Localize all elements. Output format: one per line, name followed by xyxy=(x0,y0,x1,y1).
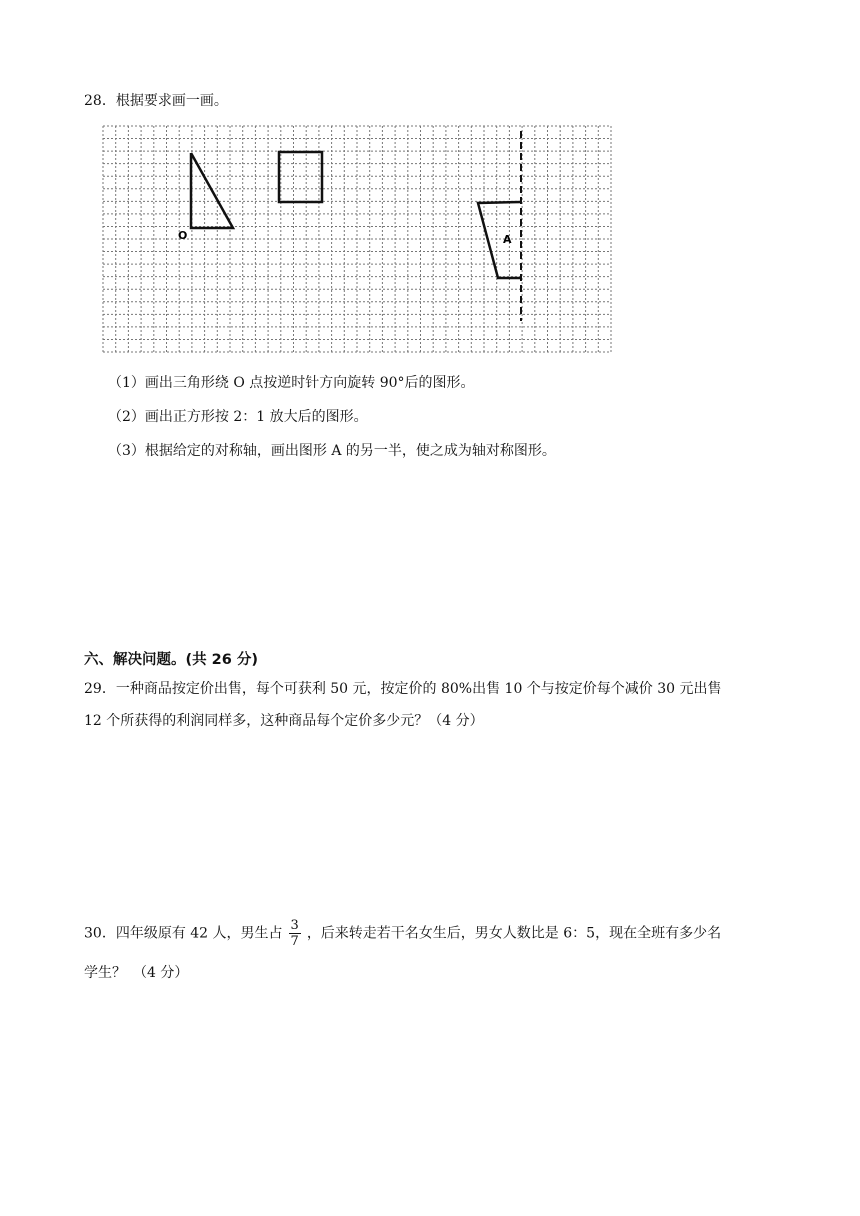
point-o-label: O xyxy=(178,229,188,242)
question-30-line-1 xyxy=(84,918,721,949)
fraction-numerator: 3 xyxy=(290,918,299,933)
fraction-denominator: 7 xyxy=(290,934,299,949)
square-shape xyxy=(279,152,322,202)
question-30-text-before: 30．四年级原有 42 人，男生占 xyxy=(84,925,283,942)
question-30-text-after: ，后来转走若干名女生后，男女人数比是 6：5，现在全班有多少名 xyxy=(306,925,722,942)
question-30-line-2: 学生？ （4 分） xyxy=(84,965,189,981)
triangle-shape xyxy=(191,153,233,228)
question-29-line-1: 29．一种商品按定价出售，每个可获利 50 元，按定价的 80%出售 10 个与按定价每个减价 30 元出售 xyxy=(84,681,722,697)
section-heading: 六、解决问题。(共 26 分) xyxy=(84,652,259,668)
question-28-title: 28．根据要求画一画。 xyxy=(84,93,228,109)
question-29-line-2: 12 个所获得的利润同样多，这种商品每个定价多少元？（4 分） xyxy=(84,713,484,729)
question-28-part-1: （1）画出三角形绕 O 点按逆时针方向旋转 90°后的图形。 xyxy=(108,375,475,391)
drawing-grid xyxy=(100,123,614,355)
shape-a-label: A xyxy=(503,233,512,246)
question-28-part-2: （2）画出正方形按 2：1 放大后的图形。 xyxy=(108,409,368,425)
fraction xyxy=(289,918,301,949)
question-28-part-3: （3）根据给定的对称轴，画出图形 A 的另一半，使之成为轴对称图形。 xyxy=(108,443,556,459)
